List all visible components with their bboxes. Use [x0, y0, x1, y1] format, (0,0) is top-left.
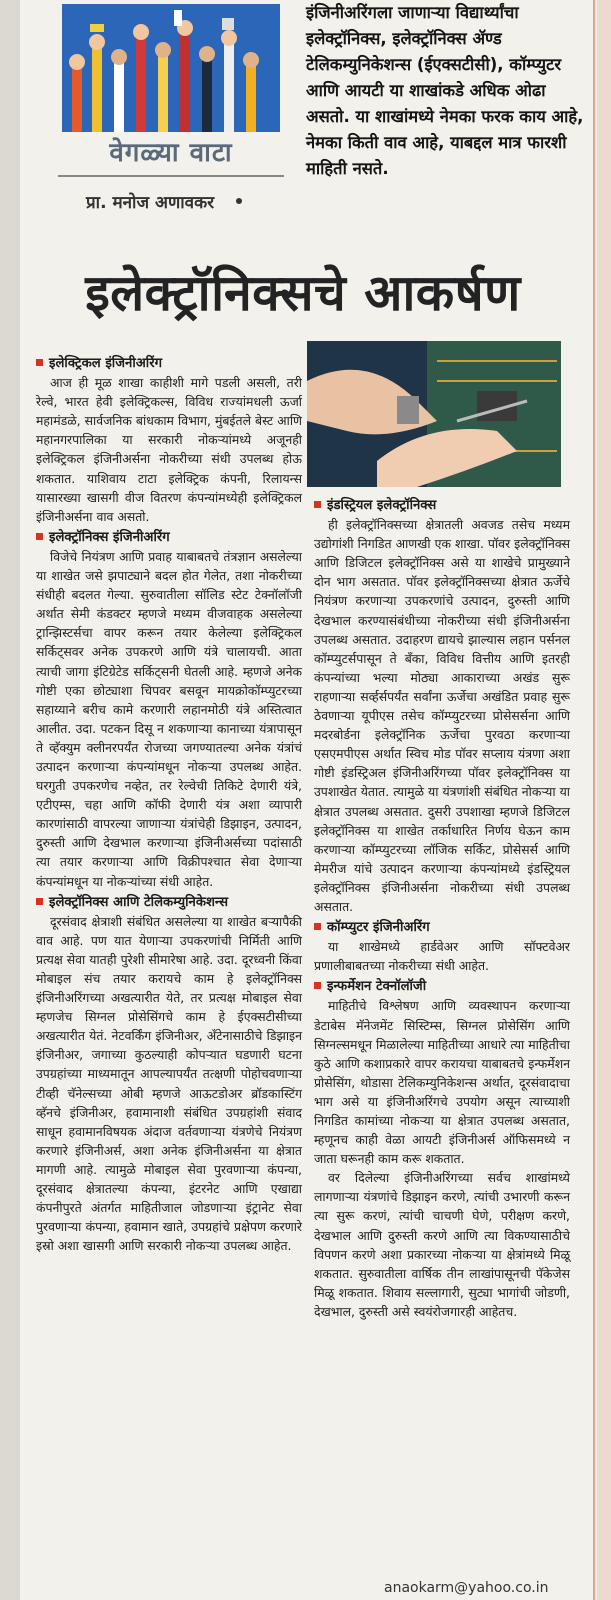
section-text: आज ही मूळ शाखा काहीशी मागे पडली असली, तरी रेल्वे, भारत हेवी इलेक्ट्रिकल्स, विविध राज्यांमधली ऊर्जा महामंडळे, सार्वजनिक बांधकाम विभाग, मुंबईतले बेस्ट आणि महानगरपालिका या सरकारी नोकऱ्यांमध्ये अजूनही इलेक्ट्रिकल इंजिनीअर्सना नोकरीच्या संधी उपलब्ध होऊ शकतात. याशिवाय टाटा इलेक्ट्रिक कंपनी, रिलायन्स यासारख्या खासगी वीज वितरण कंपन्यांमध्येही इलेक्ट्रिकल इंजिनीअर्सना वाव असतो.: [36, 375, 302, 524]
section-heading-text: कॉम्प्युटर इंजिनीअरिंग: [327, 920, 430, 936]
section-heading: [314, 918, 570, 937]
section-bullet-icon: [36, 898, 43, 905]
section-bullet-icon: [314, 501, 321, 508]
section-heading-text: इंडस्ट्रियल इलेक्ट्रॉनिक्स: [327, 498, 437, 513]
article-left-column: [36, 352, 302, 1255]
section-heading-text: इलेक्ट्रिकल इंजिनीअरिंग: [49, 356, 163, 371]
section-bullet-icon: [314, 982, 321, 989]
section-heading: [314, 496, 570, 515]
article-headline: इलेक्ट्रॉनिक्सचे आकर्षण: [85, 264, 521, 322]
circuit-soldering-image-icon: [307, 341, 561, 487]
author-byline: प्रा. मनोज अणावकर: [86, 193, 215, 213]
section-bullet-icon: [314, 923, 321, 930]
circuit-board-photo: [307, 341, 561, 487]
byline-bullet: [236, 198, 242, 204]
section-heading: [36, 354, 302, 373]
section-text: या शाखेमध्ये हार्डवेअर आणि सॉफ्टवेअर प्रणालीबाबतच्या नोकरीच्या संधी आहेत.: [314, 939, 570, 974]
author-email: anaokarm@yahoo.co.in: [384, 1580, 549, 1596]
section-heading-text: इलेक्ट्रॉनिक्स आणि टेलिकम्युनिकेशन्स: [49, 894, 229, 910]
section-bullet-icon: [36, 359, 43, 366]
section-heading: [314, 977, 570, 996]
intro-paragraph: इंजिनीअरिंगला जाणाऱ्या विद्यार्थ्यांचा इलेक्ट्रॉनिक्स, इलेक्ट्रॉनिक्स ॲण्ड टेलिकम्युनिकेशन्स (ईएक्सटीसी), कॉम्प्युटर आणि आयटी या शाखांकडे अधिक ओढा असतो. या शाखांमध्ये नेमका फरक काय आहे, नेमका किती वाव आहे, याबद्दल मात्र फारशी माहिती नसते.: [306, 3, 584, 178]
column-logo-illustration: [62, 4, 280, 132]
section-heading-text: इलेक्ट्रॉनिक्स इंजिनीअरिंग: [49, 529, 170, 545]
section-text: विजेचे नियंत्रण आणि प्रवाह याबाबतचे तंत्रज्ञान असलेल्या या शाखेत जसे झपाट्याने बदल होत गेलेत, तशा नोकरीच्या संधीही बदलत गेल्या. सुरुवातीला सॉलिड स्टेट टेक्नॉलॉजी अर्थात सेमी कंडक्टर म्हणजे मध्यम वीजवाहक असलेल्या ट्रान्झिस्टर्सचा वापर करून तयार केलेल्या इलेक्ट्रिकल सर्किट्सवर अनेक उपकरणे आणि यंत्रे चालायची. आता त्याची जागा इंटिग्रेटेड सर्किट्सनी घेतली आहे. म्हणजे अनेक गोष्टी एका छोट्याशा चिपवर बसवून मायक्रोकॉम्प्युटरच्या सहाय्याने बरीच कामे करणारी लहानमोठी यंत्रे अस्तित्वात आलीत. उदा. पटकन दिसू न शकणाऱ्या कानाच्या यंत्रापासून ते व्हॅक्युम क्लीनरपर्यंत रोजच्या जगण्यातल्या अनेक यंत्रांचं उत्पादन करणाऱ्या कंपन्यांमधून नोकऱ्या उपलब्ध आहेत. घरगुती उपकरणेच नव्हेत, तर रेल्वेची तिकिटे देणारी यंत्रे, एटीएम्स, चहा आणि कॉफी देणारी यंत्र अशा व्यापारी कारणांसाठी वापरल्या जाणाऱ्या यंत्रांचेही डिझाइन, उत्पादन, दुरुस्ती आणि देखभाल करणाऱ्या इंजिनीअर्सच्या पदांसाठी त्या तयार करणाऱ्या आणि विक्रीपश्चात सेवा देणाऱ्या कंपन्यांमधून या नोकऱ्यांच्या संधी आहेत.: [36, 548, 302, 889]
page-edge-right: [597, 0, 611, 1600]
section-heading-text: इन्फर्मेशन टेक्नॉलॉजी: [327, 979, 427, 995]
closing-paragraph: वर दिलेल्या इंजिनीअरिंगच्या सर्वच शाखांमध्ये लागणाऱ्या यंत्रणांचे डिझाइन करणे, त्यांची उभारणी करून त्या सुरू करणं, त्यांची चाचणी घेणे, परीक्षण करणे, देखभाल आणि दुरुस्ती करणे आणि त्या विकण्यासाठीचे विपणन करणे अशा प्रकारच्या नोकऱ्या या क्षेत्रांमध्ये मिळू शकतात. सुरुवातीला वार्षिक तीन लाखांपासूनची पॅकेजेस मिळू शकतात. शिवाय सल्लागारी, सुट्या भागांची जोडणी, देखभाल, दुरुस्ती असे स्वयंरोजगारही आहेतच.: [314, 1170, 570, 1319]
column-name: वेगळ्या वाटा: [109, 138, 233, 168]
section-heading: [36, 893, 302, 912]
section-text: दूरसंवाद क्षेत्राशी संबंधित असलेल्या या शाखेत बऱ्यापैकी वाव आहे. पण यात येणाऱ्या उपकरणांची निर्मिती आणि प्रत्यक्ष सेवा यातही पुरेशी सीमारेषा आहे. उदा. दूरध्वनी किंवा मोबाइल संच तयार करायचे काम हे इलेक्ट्रॉनिक्स इंजिनीअरिंगच्या अखत्यारीत येते, तर प्रत्यक्ष मोबाइल सेवा म्हणजेच सिग्नल प्रोसेसिंगचे काम हे ईएक्सटीसीच्या अखत्यारीत येतं. नेटवर्किंग इंजिनीअर, अँटेनासाठीचे डिझाइन इंजिनीअर, जगाच्या कुठल्याही कोपऱ्यात घडणारी घटना उपग्रहांच्या माध्यमातून आपल्यापर्यंत तत्क्षणी पोहोचवणाऱ्या टीव्ही चॅनेल्सच्या ओबी म्हणजे आऊटडोअर ब्रॉडकास्टिंग व्हॅनचे इंजिनीअर, हवामानाशी संबंधित उपग्रहांशी संवाद साधून हवामानविषयक अंदाज वर्तवणाऱ्या यंत्रणेचे नियंत्रण करणारे इंजिनीअर्स, अशा अनेक इंजिनीअर्सना या क्षेत्रात मागणी आहे. त्यामुळे मोबाइल सेवा पुरवणाऱ्या कंपन्या, दूरसंवाद क्षेत्रातल्या कंपन्या, इंटरनेट आणि एखाद्या कंपनीपुरते अंतर्गत माहितीजाल जोडणाऱ्या इंट्रानेट सेवा पुरवणाऱ्या कंपन्या, हवामान खाते, उपग्रहांचे प्रक्षेपण करणारे इस्रो अशा खासगी आणि सरकारी नोकऱ्या उपलब्ध आहेत.: [36, 913, 302, 1254]
section-text: ही इलेक्ट्रॉनिक्सच्या क्षेत्रातली अवजड तसेच मध्यम उद्योगांशी निगडित आणखी एक शाखा. पॉवर इलेक्ट्रॉनिक्स आणि डिजिटल इलेक्ट्रॉनिक्स असे या शाखेचे प्रामुख्याने दोन भाग असतात. पॉवर इलेक्ट्रॉनिक्सच्या क्षेत्रात ऊर्जेचे नियंत्रण करणाऱ्या उपकरणांचे उत्पादन, दुरुस्ती आणि देखभाल करण्यासंबंधीच्या नोकरीच्या संधी इंजिनीअर्सना उपलब्ध असतात. उदाहरण द्यायचे झाल्यास लहान पर्सनल कॉम्प्युटर्सपासून ते बँका, विविध वित्तीय आणि इतरही कंपन्यांच्या भल्या मोठ्या आकाराच्या अखंड सुरू राहणाऱ्या सर्व्हर्सपर्यंत सर्वांना ऊर्जेचा अखंडित प्रवाह सुरू ठेवणाऱ्या यूपीएस तसेच कॉम्प्युटरच्या प्रोसेसर्सना आणि मदरबोर्डना इलेक्ट्रॉनिक ऊर्जेचा पुरवठा करणाऱ्या एसएमपीएस अर्थात स्विच मोड पॉवर सप्लाय यंत्रणा अशा गोष्टी इंडस्ट्रिअल इंजिनीअरिंगच्या पॉवर इलेक्ट्रॉनिक्स या उपशाखेत येतात. त्यामुळे या यंत्रणांशी संबंधित नोकऱ्या या क्षेत्रात उपलब्ध असतात. दुसरी उपशाखा म्हणजे डिजिटल इलेक्ट्रॉनिक्स या शाखेत तर्काधारित निर्णय घेऊन काम करणाऱ्या कॉम्प्युटरच्या लॉजिक सर्किट, प्रोसेसर्स आणि मेमरीज यांचे उत्पादन करणाऱ्या कंपन्यांमध्ये इंडस्ट्रियल इलेक्ट्रॉनिक्स इंजिनीअर्सना नोकरीच्या संधी उपलब्ध असतात.: [314, 517, 570, 914]
article-right-column: [314, 494, 570, 1321]
section-bullet-icon: [36, 533, 43, 540]
section-text: माहितीचे विश्लेषण आणि व्यवस्थापन करणाऱ्या डेटाबेस मॅनेजमेंट सिस्टिम्स, सिग्नल प्रोसेसिंग आणि सिग्नल्समधून मिळालेल्या माहितीच्या आधारे त्या माहितीचा कुठे आणि कशाप्रकारे वापर करायचा याबाबतचे इन्फर्मेशन प्रोसेसिंग, थोडासा टेलिकम्युनिकेशन्स अर्थात, दूरसंवादाचा भाग असे या इंजिनीअरिंगचे उपयोग असून त्याच्याशी निगडित कामांच्या नोकऱ्या या क्षेत्रात उपलब्ध असतात, म्हणूनच काही वेळा आयटी इंजिनीअर्स ऑफिसमध्ये न जाता घरूनही काम करू शकतात.: [314, 998, 570, 1167]
section-heading: [36, 528, 302, 547]
raised-hands-icon: [62, 4, 280, 132]
page-edge-left: [0, 0, 20, 1600]
column-header-rule: [58, 175, 284, 177]
margin-rule: [593, 0, 595, 1600]
